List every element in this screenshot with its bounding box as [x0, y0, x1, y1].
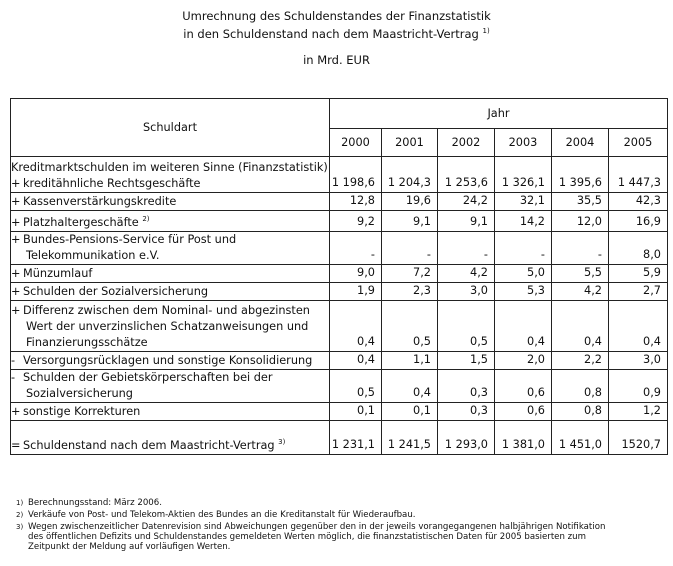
year-header-2003: 2003 — [495, 129, 552, 157]
table-row — [11, 231, 668, 264]
row-operator: + — [11, 404, 21, 418]
cell-value-2003: 5,3 — [495, 282, 552, 300]
cell-value-2003: 2,0 — [495, 351, 552, 369]
year-header-2001: 2001 — [382, 129, 438, 157]
cell-value-2003: 0,6 — [495, 402, 552, 420]
cell-value-2000: 0,4 — [330, 300, 382, 351]
cell-value-2004: 1 395,6 — [552, 157, 609, 193]
row-label-text: Differenz zwischen dem Nominal- und abgezinsten — [23, 303, 310, 317]
cell-value-2000: 12,8 — [330, 193, 382, 211]
cell-value-2004: 0,8 — [552, 369, 609, 402]
row-label-text: Telekommunikation e.V. — [26, 248, 160, 262]
row-label-text: Kreditmarktschulden im weiteren Sinne (Finanzstatistik) — [11, 161, 328, 174]
cell-value-2003: 0,6 — [495, 369, 552, 402]
table-row — [11, 300, 668, 351]
cell-value-2004: 0,8 — [552, 402, 609, 420]
row-label — [11, 420, 330, 454]
footnote-mark: 3) — [16, 523, 24, 531]
cell-value-2000: 1,9 — [330, 282, 382, 300]
row-label — [11, 157, 330, 193]
footnote-line — [16, 510, 653, 520]
footnote-mark: 2) — [16, 511, 24, 519]
row-operator: + — [11, 303, 21, 317]
footnote-text: Wegen zwischenzeitlicher Datenrevision sind Abweichungen gegenüber den in der jeweils vorangegangenen halbjährigen Notifikation — [28, 522, 606, 532]
row-operator: + — [11, 266, 21, 280]
row-label — [11, 282, 330, 300]
footnote-line — [16, 498, 653, 508]
row-label-text: sonstige Korrekturen — [23, 404, 141, 418]
table-row — [11, 211, 668, 232]
table-row — [11, 264, 668, 282]
row-label-text: kreditähnliche Rechtsgeschäfte — [23, 177, 201, 190]
row-label-text: Platzhaltergeschäfte — [23, 215, 139, 229]
footnote-text: Berechnungsstand: März 2006. — [28, 498, 162, 508]
cell-value-2005: 5,9 — [609, 264, 668, 282]
cell-value-2001: 1 204,3 — [382, 157, 438, 193]
cell-value-2005: 2,7 — [609, 282, 668, 300]
cell-value-2003: 5,0 — [495, 264, 552, 282]
cell-value-2004: - — [552, 231, 609, 264]
cell-value-2005: 1520,7 — [609, 420, 668, 454]
cell-value-2004: 1 451,0 — [552, 420, 609, 454]
cell-value-2003: 14,2 — [495, 211, 552, 232]
year-header-2005: 2005 — [609, 129, 668, 157]
row-label — [11, 231, 330, 264]
row-operator: + — [11, 215, 21, 229]
row-label-text: Schulden der Gebietskörperschaften bei der — [23, 370, 273, 384]
cell-value-2001: 9,1 — [382, 211, 438, 232]
debt-conversion-table — [10, 98, 668, 455]
row-label-text: Münzumlauf — [23, 266, 93, 280]
row-operator: = — [11, 438, 21, 452]
cell-value-2003: 1 381,0 — [495, 420, 552, 454]
cell-value-2003: 1 326,1 — [495, 157, 552, 193]
cell-value-2002: 24,2 — [438, 193, 495, 211]
row-operator: + — [11, 195, 21, 208]
cell-value-2000: 9,0 — [330, 264, 382, 282]
cell-value-2002: 1 293,0 — [438, 420, 495, 454]
footnote-text: Zeitpunkt der Meldung auf vorläufigen Werten. — [28, 542, 231, 552]
table-row — [11, 193, 668, 211]
column-header-schuldart: Schuldart — [11, 99, 330, 157]
table-row — [11, 369, 668, 402]
row-label — [11, 193, 330, 211]
row-label-text: Finanzierungsschätze — [26, 335, 148, 349]
year-header-2000: 2000 — [330, 129, 382, 157]
cell-value-2002: - — [438, 231, 495, 264]
cell-value-2001: 7,2 — [382, 264, 438, 282]
table-row — [11, 282, 668, 300]
cell-value-2004: 4,2 — [552, 282, 609, 300]
row-label — [11, 211, 330, 232]
cell-value-2003: 0,4 — [495, 300, 552, 351]
cell-value-2005: 3,0 — [609, 351, 668, 369]
table-row — [11, 402, 668, 420]
cell-value-2005: 0,9 — [609, 369, 668, 402]
row-operator: + — [11, 177, 21, 190]
cell-value-2001: 1,1 — [382, 351, 438, 369]
footnote-line — [16, 532, 653, 542]
column-header-jahr: Jahr — [330, 99, 668, 129]
cell-value-2001: 1 241,5 — [382, 420, 438, 454]
table-title-line-1: Umrechnung des Schuldenstandes der Finanzstatistik — [182, 9, 491, 23]
footnote-mark: 1) — [482, 27, 490, 35]
row-operator: + — [11, 232, 21, 246]
cell-value-2001: 19,6 — [382, 193, 438, 211]
year-header-2002: 2002 — [438, 129, 495, 157]
row-label-text: Sozialversicherung — [26, 386, 133, 400]
cell-value-2002: 9,1 — [438, 211, 495, 232]
footnote-text: Verkäufe von Post- und Telekom-Aktien des Bundes an die Kreditanstalt für Wiederaufbau. — [28, 510, 416, 520]
cell-value-2000: 0,5 — [330, 369, 382, 402]
cell-value-2003: - — [495, 231, 552, 264]
row-label — [11, 264, 330, 282]
cell-value-2005: 1,2 — [609, 402, 668, 420]
table-title-line-2: in den Schuldenstand nach dem Maastricht-Vertrag $^{1)}$ — [183, 26, 490, 41]
cell-value-2001: 0,5 — [382, 300, 438, 351]
cell-value-2002: 4,2 — [438, 264, 495, 282]
row-label — [11, 369, 330, 402]
table-row — [11, 351, 668, 369]
cell-value-2004: 12,0 — [552, 211, 609, 232]
cell-value-2005: 8,0 — [609, 231, 668, 264]
row-label-text: Schulden der Sozialversicherung — [23, 284, 209, 298]
row-label-text: Bundes-Pensions-Service für Post und — [23, 232, 237, 246]
cell-value-2005: 0,4 — [609, 300, 668, 351]
footnote-line — [16, 542, 653, 552]
row-label — [11, 351, 330, 369]
cell-value-2000: 0,4 — [330, 351, 382, 369]
cell-value-2000: - — [330, 231, 382, 264]
footnote-text: des öffentlichen Defizits und Schuldenstandes gemeldeten Werten möglich, die finanzstatistischen Daten für 2005 basierten zum — [28, 532, 586, 542]
row-label-text: Schuldenstand nach dem Maastricht-Vertrag — [23, 438, 275, 452]
table-row — [11, 420, 668, 454]
cell-value-2005: 42,3 — [609, 193, 668, 211]
cell-value-2004: 35,5 — [552, 193, 609, 211]
cell-value-2002: 0,5 — [438, 300, 495, 351]
row-operator: - — [11, 370, 16, 384]
footnote-mark: 2) — [142, 215, 150, 223]
row-label-text: Wert der unverzinslichen Schatzanweisungen und — [26, 319, 309, 333]
row-label-text: Kassenverstärkungskredite — [23, 195, 177, 208]
footnote-mark: 3) — [278, 438, 286, 446]
row-label-text: Versorgungsrücklagen und sonstige Konsolidierung — [23, 353, 313, 367]
row-label — [11, 300, 330, 351]
cell-value-2000: 1 198,6 — [330, 157, 382, 193]
cell-value-2005: 1 447,3 — [609, 157, 668, 193]
cell-value-2000: 9,2 — [330, 211, 382, 232]
footnote-mark: 1) — [16, 499, 24, 507]
cell-value-2002: 0,3 — [438, 402, 495, 420]
row-operator: + — [11, 284, 21, 298]
cell-value-2005: 16,9 — [609, 211, 668, 232]
cell-value-2001: 2,3 — [382, 282, 438, 300]
year-header-2004: 2004 — [552, 129, 609, 157]
cell-value-2002: 0,3 — [438, 369, 495, 402]
cell-value-2004: 5,5 — [552, 264, 609, 282]
table-row — [11, 157, 668, 193]
cell-value-2002: 1,5 — [438, 351, 495, 369]
cell-value-2004: 2,2 — [552, 351, 609, 369]
cell-value-2000: 0,1 — [330, 402, 382, 420]
row-label — [11, 402, 330, 420]
cell-value-2002: 3,0 — [438, 282, 495, 300]
cell-value-2003: 32,1 — [495, 193, 552, 211]
footnote-line — [16, 522, 653, 532]
row-operator: - — [11, 353, 16, 367]
cell-value-2001: - — [382, 231, 438, 264]
cell-value-2004: 0,4 — [552, 300, 609, 351]
cell-value-2001: 0,4 — [382, 369, 438, 402]
cell-value-2001: 0,1 — [382, 402, 438, 420]
cell-value-2000: 1 231,1 — [330, 420, 382, 454]
cell-value-2002: 1 253,6 — [438, 157, 495, 193]
unit-label: in Mrd. EUR — [303, 53, 370, 67]
